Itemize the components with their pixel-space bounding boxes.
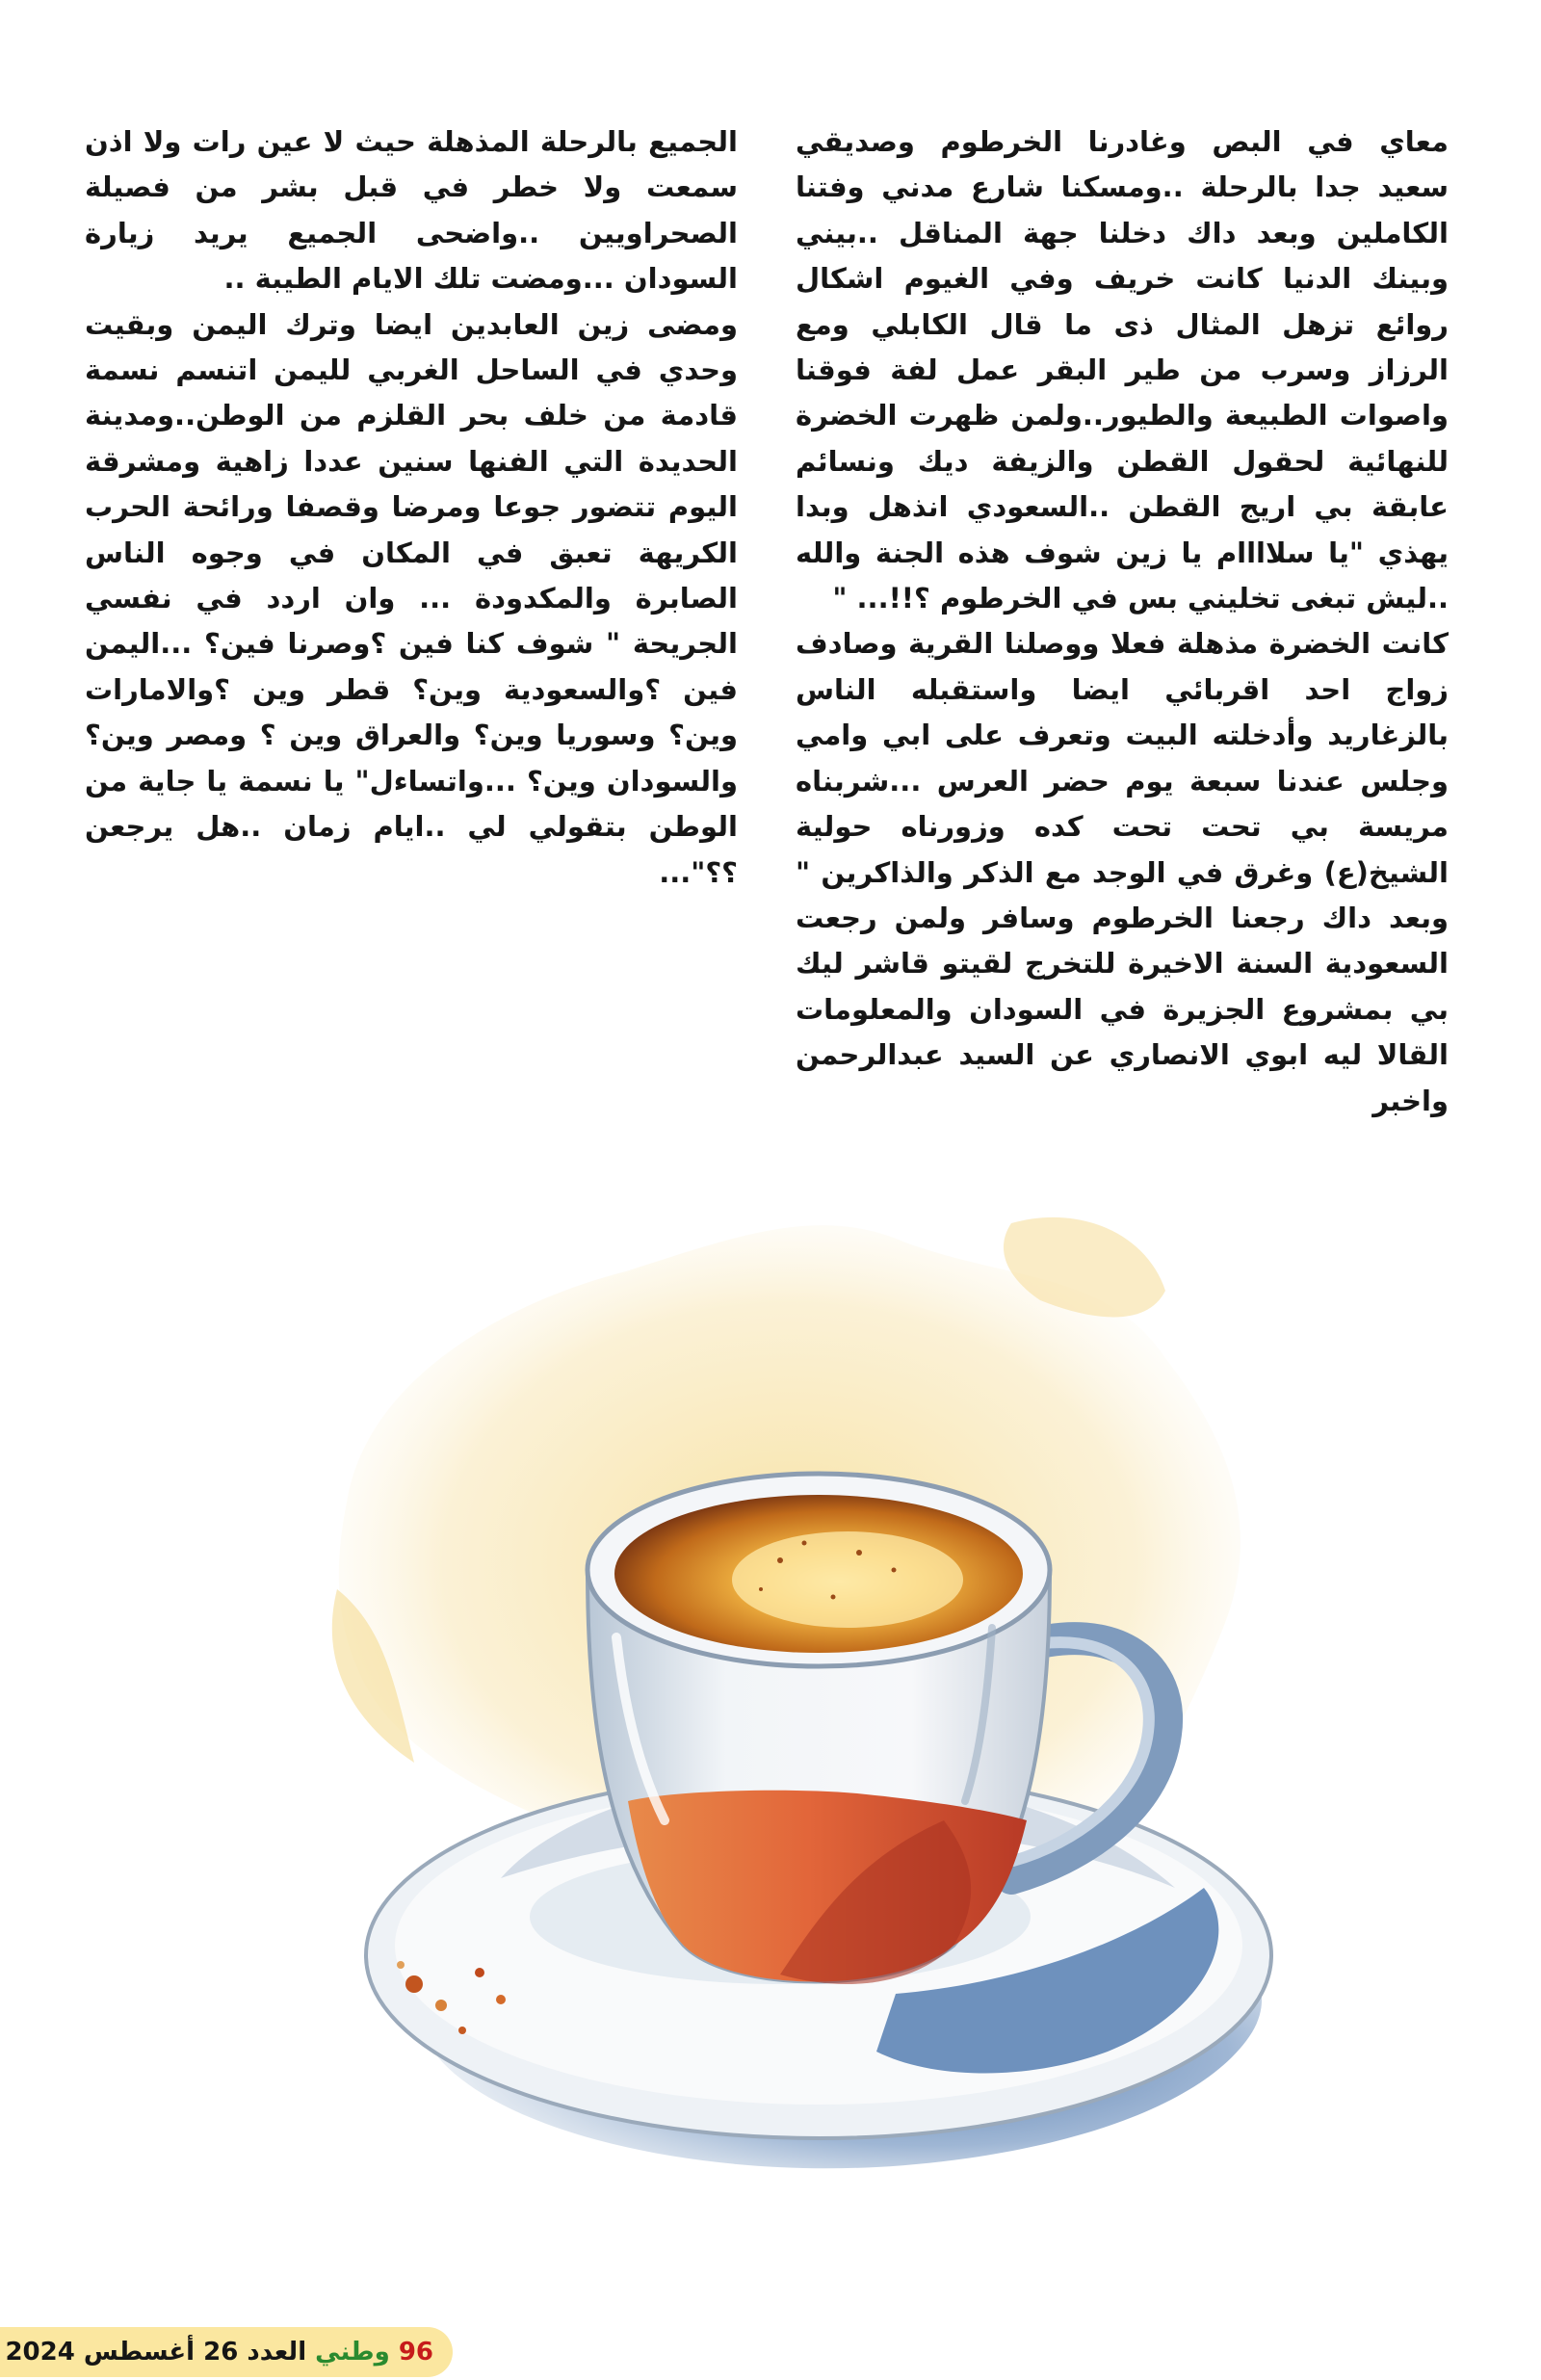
- footer-text: [5, 2333, 433, 2371]
- coffee-cup-illustration: [279, 1185, 1319, 2215]
- page-footer: [0, 2327, 453, 2377]
- article-column-left: [85, 119, 738, 896]
- paragraph: معاي في البص وغادرنا الخرطوم وصديقي سعيد جدا بالرحلة ..ومسكنا شارع مدني وفتنا الكاملين وبعد داك دخلنا جهة المناقل ..بيني وبينك الدنيا كانت خريف وفي الغيوم اشكال روائع تزهل المثال ذى ما قال الكابلي ومع الرزاز وسرب من طير البقر عمل لفة فوقنا واصوات الطبيعة والطيور..ولمن ظهرت الخضرة للنهائية لحقول القطن والزيفة ديك ونسائم عابقة بي اريج القطن ..السعودي انذهل وبدا يهذي "يا سلاااام يا زين شوف هذه الجنة والله ..ليش تبغى تخليني بس في الخرطوم ؟!!... ": [796, 125, 1449, 615]
- paragraph: ومضى زين العابدين ايضا وترك اليمن وبقيت وحدي في الساحل الغربي لليمن اتنسم نسمة قادمة من خلف بحر القلزم من الوطن..ومدينة الحديدة التي الفنها سنين عددا زاهية ومشرقة اليوم تتضور جوعا ومرضا وقصفا ورائحة الحرب الكريهة تعبق في المكان في وجوه الناس الصابرة والمكدودة ... وان اردد في نفسي الجريحة " شوف كنا فين ؟وصرنا فين؟ ...اليمن فين ؟والسعودية وين؟ قطر وين ؟والامارات وين؟ وسوريا وين؟ والعراق وين ؟ ومصر وين؟ والسودان وين؟ ...واتساءل" يا نسمة يا جاية من الوطن بتقولي لي ..ايام زمان ..هل يرجعن ؟؟"...: [85, 307, 738, 889]
- article-column-right: [796, 119, 1449, 1124]
- magazine-name: وطني: [315, 2338, 390, 2367]
- page-number: 96: [398, 2338, 433, 2367]
- paragraph: الجميع بالرحلة المذهلة حيث لا عين رات ولا اذن سمعت ولا خطر في قبل بشر من فصيلة الصحراويين ..واضحى الجميع يريد زيارة السودان ...ومضت تلك الايام الطيبة ..: [85, 125, 738, 296]
- paragraph: كانت الخضرة مذهلة فعلا ووصلنا القرية وصادف زواج احد اقربائي ايضا واستقبله الناس بالزغاريد وأدخلته البيت وتعرف على ابي وامي وجلس عندنا سبعة يوم حضر العرس ...شربناه مريسة بي تحت تحت كده وزورناه حولية الشيخ(ع) وغرق في الوجد مع الذكر والذاكرين " وبعد داك رجعنا الخرطوم وسافر ولمن رجعت السعودية السنة الاخيرة للتخرج لقيتو قاشر ليك بي بمشروع الجزيرة في السودان والمعلومات القالا ليه ابوي الانصاري عن السيد عبدالرحمن واخبر: [796, 627, 1449, 1117]
- issue-info: العدد 26 أغسطس 2024: [5, 2338, 307, 2367]
